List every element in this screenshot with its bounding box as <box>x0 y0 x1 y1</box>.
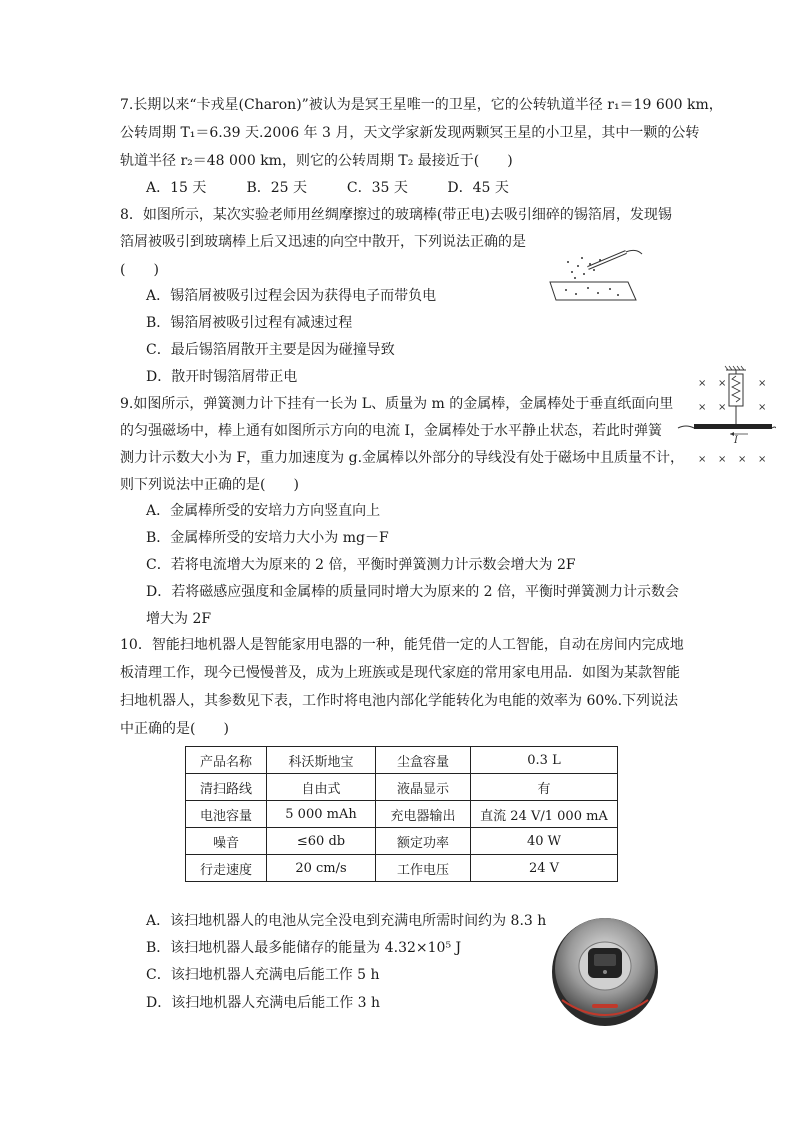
svg-text:×: × <box>718 402 727 413</box>
svg-text:×: × <box>718 454 727 465</box>
q8-option-a: A．锡箔屑被吸引过程会因为获得电子而带负电 <box>146 288 437 304</box>
table-row <box>186 774 618 801</box>
q10-line-4: 中正确的是( ) <box>120 721 229 737</box>
q7-line-3: 轨道半径 r₂＝48 000 km，则它的公转周期 T₂ 最接近于( ) <box>120 153 513 169</box>
q7-option-d: D．45 天 <box>447 180 509 196</box>
q7-option-b: B．25 天 <box>246 180 308 196</box>
q8-line-2: 箔屑被吸引到玻璃棒上后又迅速的向空中散开，下列说法正确的是 <box>120 234 526 250</box>
table-value-cell: 5 000 mAh <box>267 801 376 828</box>
q10-line-2: 板清理工作，现今已慢慢普及，成为上班族或是现代家庭的常用家电用品．如图为某款智能 <box>120 665 680 681</box>
q7-option-c: C．35 天 <box>346 180 408 196</box>
q8-option-b: B．锡箔屑被吸引过程有减速过程 <box>146 315 353 331</box>
q8-option-c: C．最后锡箔屑散开主要是因为碰撞导致 <box>146 342 395 358</box>
q8-line-3: ( ) <box>120 262 159 278</box>
q10-option-d: D．该扫地机器人充满电后能工作 3 h <box>146 995 381 1011</box>
table-value-cell: 直流 24 V/1 000 mA <box>471 801 618 828</box>
robot-vacuum-image <box>550 912 660 1028</box>
q7-line-2: 公转周期 T₁＝6.39 天.2006 年 3 月，天文学家新发现两颗冥王星的小卫星，其中一颗的公转 <box>120 125 700 141</box>
table-row <box>186 855 618 882</box>
table-header-cell: 产品名称 <box>186 747 267 774</box>
q8-line-1: 8．如图所示，某次实验老师用丝绸摩擦过的玻璃棒(带正电)去吸引细碎的锡箔屑，发现锡 <box>120 207 672 223</box>
table-header-cell: 尘盒容量 <box>376 747 471 774</box>
table-row <box>186 828 618 855</box>
q9-option-d-cont: 增大为 2F <box>146 611 212 627</box>
q10-line-1: 10．智能扫地机器人是智能家用电器的一种，能凭借一定的人工智能，自动在房间内完成地 <box>120 637 684 653</box>
svg-text:×: × <box>758 402 767 413</box>
svg-text:×: × <box>718 378 727 389</box>
q9-line-1: 9.如图所示，弹簧测力计下挂有一长为 L、质量为 m 的金属棒，金属棒处于垂直纸面向里 <box>120 396 674 412</box>
table-header-cell: 液晶显示 <box>376 774 471 801</box>
parameter-table <box>185 746 618 882</box>
svg-text:×: × <box>698 378 707 389</box>
svg-text:×: × <box>758 378 767 389</box>
q7-options <box>146 179 509 197</box>
q8-option-d: D．散开时锡箔屑带正电 <box>146 369 298 385</box>
q10-option-b: B．该扫地机器人最多能储存的能量为 4.32×10⁵ J <box>146 940 462 956</box>
table-header-cell: 电池容量 <box>186 801 267 828</box>
table-value-cell: 24 V <box>471 855 618 882</box>
q10-option-a: A．该扫地机器人的电池从完全没电到充满电所需时间约为 8.3 h <box>146 913 547 929</box>
table-header-cell: 清扫路线 <box>186 774 267 801</box>
magnetic-field-figure <box>676 364 776 468</box>
table-header-cell: 充电器输出 <box>376 801 471 828</box>
q9-option-b: B．金属棒所受的安培力大小为 mg－F <box>146 530 389 546</box>
svg-text:×: × <box>738 454 747 465</box>
q10-option-c: C．该扫地机器人充满电后能工作 5 h <box>146 967 380 983</box>
table-row <box>186 747 618 774</box>
table-value-cell: 有 <box>471 774 618 801</box>
table-header-cell: 额定功率 <box>376 828 471 855</box>
table-value-cell: 自由式 <box>267 774 376 801</box>
q9-option-c: C．若将电流增大为原来的 2 倍，平衡时弹簧测力计示数会增大为 2F <box>146 557 576 573</box>
table-value-cell: ≤60 db <box>267 828 376 855</box>
table-value-cell: 科沃斯地宝 <box>267 747 376 774</box>
table-header-cell: 工作电压 <box>376 855 471 882</box>
table-value-cell: 20 cm/s <box>267 855 376 882</box>
q9-line-3: 测力计示数大小为 F，重力加速度为 g.金属棒以外部分的导线没有处于磁场中且质量不计， <box>120 450 685 466</box>
current-label: I <box>734 435 738 446</box>
table-header-cell: 噪音 <box>186 828 267 855</box>
table-value-cell: 40 W <box>471 828 618 855</box>
svg-text:×: × <box>758 454 767 465</box>
q7-line-1: 7.长期以来“卡戎星(Charon)”被认为是冥王星唯一的卫星，它的公转轨道半径 r₁＝19 600 km， <box>120 97 723 113</box>
q9-line-2: 的匀强磁场中，棒上通有如图所示方向的电流 I，金属棒处于水平静止状态，若此时弹簧 <box>120 423 662 439</box>
svg-text:×: × <box>698 402 707 413</box>
q10-line-3: 扫地机器人，其参数见下表，工作时将电池内部化学能转化为电能的效率为 60%.下列说法 <box>120 693 679 709</box>
svg-text:×: × <box>698 454 707 465</box>
glass-rod-figure <box>548 246 648 306</box>
q9-option-a: A．金属棒所受的安培力方向竖直向上 <box>146 503 381 519</box>
q9-option-d: D．若将磁感应强度和金属棒的质量同时增大为原来的 2 倍，平衡时弹簧测力计示数会 <box>146 584 680 600</box>
table-value-cell: 0.3 L <box>471 747 618 774</box>
table-header-cell: 行走速度 <box>186 855 267 882</box>
q7-option-a: A．15 天 <box>146 180 207 196</box>
table-row <box>186 801 618 828</box>
q9-line-4: 则下列说法中正确的是( ) <box>120 477 299 493</box>
